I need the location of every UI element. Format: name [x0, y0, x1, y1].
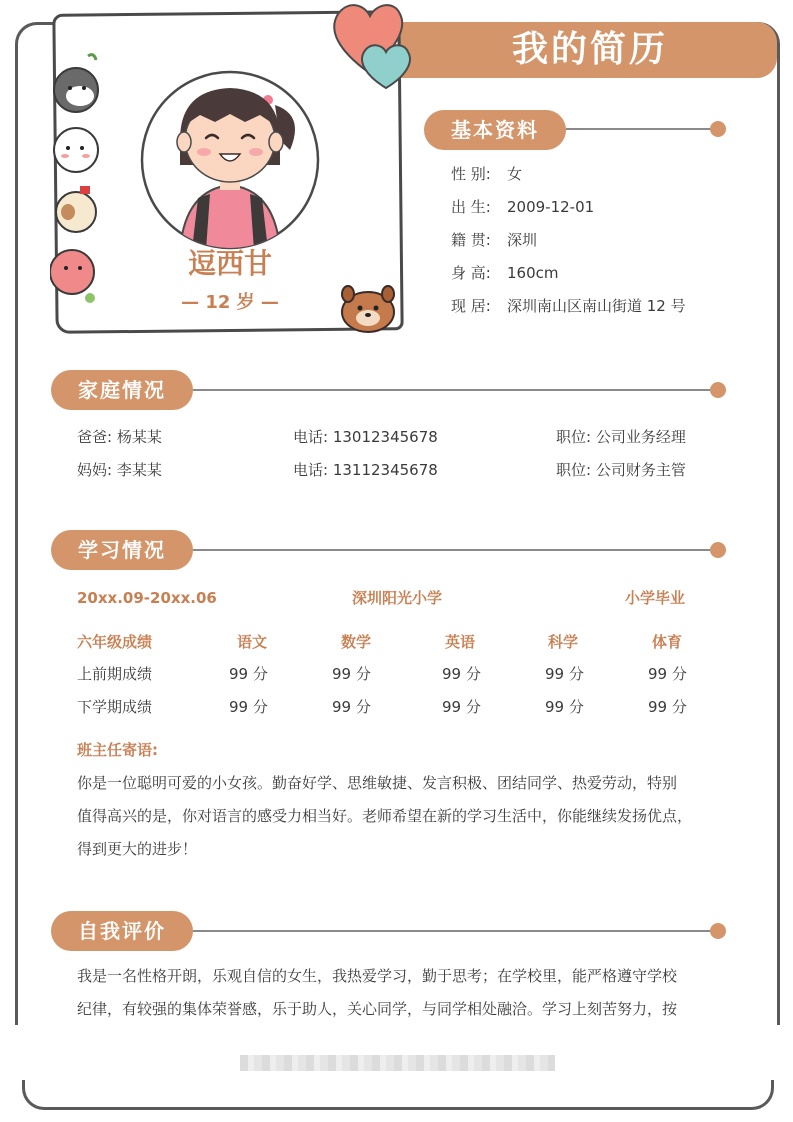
basic-birth-value: 2009-12-01: [507, 198, 595, 216]
table-row-term1-label: 上前期成绩: [77, 665, 153, 683]
section-self-eval-line: [193, 930, 716, 932]
table-row-term1-science: 99 分: [545, 665, 584, 683]
blurred-watermark: [240, 1055, 555, 1071]
page-frame-bottom: [22, 1080, 774, 1110]
teacher-comment-line-2: 值得高兴的是，你对语言的感受力相当好。老师希望在新的学习生活中，你能继续发扬优点，: [77, 807, 693, 825]
family-mother: 妈妈: 李某某: [77, 461, 162, 479]
basic-address-value: 深圳南山区南山街道 12 号: [507, 297, 686, 315]
basic-height-value: 160cm: [507, 264, 559, 282]
section-basic-info: 基本资料: [424, 110, 566, 150]
page-title: 我的简历: [511, 29, 668, 70]
grade-header-chinese: 语文: [237, 633, 268, 651]
basic-gender-label: 性 别:: [451, 165, 491, 183]
study-period: 20xx.09-20xx.06: [77, 589, 217, 607]
basic-origin-value: 深圳: [507, 231, 538, 249]
teacher-comment-line-1: 你是一位聪明可爱的小女孩。勤奋好学、思维敏捷、发言积极、团结同学、热爱劳动，特别: [77, 774, 678, 792]
teacher-comment-title: 班主任寄语:: [77, 741, 158, 759]
page-frame-right: [777, 60, 780, 1025]
family-father: 爸爸: 杨某某: [77, 428, 162, 446]
page-frame-left: [15, 60, 18, 1025]
teacher-comment-line-3: 得到更大的进步！: [77, 840, 198, 858]
table-row-term1-math: 99 分: [332, 665, 371, 683]
family-father-job: 职位: 公司业务经理: [556, 428, 686, 446]
basic-gender-value: 女: [507, 165, 523, 183]
avatar: [140, 70, 320, 250]
table-row-term2-math: 99 分: [332, 698, 371, 716]
table-row-term2-chinese: 99 分: [229, 698, 268, 716]
table-row-term1-chinese: 99 分: [229, 665, 268, 683]
section-study-line: [193, 549, 716, 551]
content-cutoff: [0, 1025, 793, 1080]
grade-header-pe: 体育: [652, 633, 683, 651]
basic-address-label: 现 居:: [451, 297, 491, 315]
section-study-dot: [710, 542, 726, 558]
table-row-term2-english: 99 分: [442, 698, 481, 716]
table-row-term2-label: 下学期成绩: [77, 698, 153, 716]
table-row-term1-pe: 99 分: [648, 665, 687, 683]
basic-origin-label: 籍 贯:: [451, 231, 491, 249]
cat-icon: [50, 50, 102, 310]
grade-header-english: 英语: [445, 633, 476, 651]
family-mother-phone: 电话: 13112345678: [293, 461, 438, 479]
study-status: 小学毕业: [625, 589, 686, 607]
family-father-phone: 电话: 13012345678: [293, 428, 438, 446]
table-row-term1-english: 99 分: [442, 665, 481, 683]
dog-icon: [338, 278, 398, 334]
section-family-dot: [710, 382, 726, 398]
section-self-eval: 自我评价: [51, 911, 193, 951]
heart-icon: [328, 0, 418, 92]
basic-birth-label: 出 生:: [451, 198, 491, 216]
study-school: 深圳阳光小学: [352, 589, 443, 607]
grade-header-science: 科学: [548, 633, 579, 651]
basic-height-label: 身 高:: [451, 264, 491, 282]
section-family: 家庭情况: [51, 370, 193, 410]
section-self-eval-dot: [710, 923, 726, 939]
section-basic-info-line: [566, 128, 716, 130]
self-eval-line-2: 纪律，有较强的集体荣誉感，乐于助人，关心同学，与同学相处融洽。学习上刻苦努力，按: [77, 1000, 678, 1018]
table-row-term2-science: 99 分: [545, 698, 584, 716]
family-mother-job: 职位: 公司财务主管: [556, 461, 686, 479]
section-study: 学习情况: [51, 530, 193, 570]
profile-age: — 12 岁 —: [181, 292, 279, 313]
section-family-line: [193, 389, 716, 391]
grade-header-term: 六年级成绩: [77, 633, 153, 651]
section-basic-info-dot: [710, 121, 726, 137]
profile-name: 逗西甘: [187, 247, 272, 280]
table-row-term2-pe: 99 分: [648, 698, 687, 716]
grade-header-math: 数学: [341, 633, 372, 651]
self-eval-line-1: 我是一名性格开朗，乐观自信的女生，我热爱学习，勤于思考；在学校里，能严格遵守学校: [77, 967, 678, 985]
avatar-girl-icon: [140, 70, 320, 250]
